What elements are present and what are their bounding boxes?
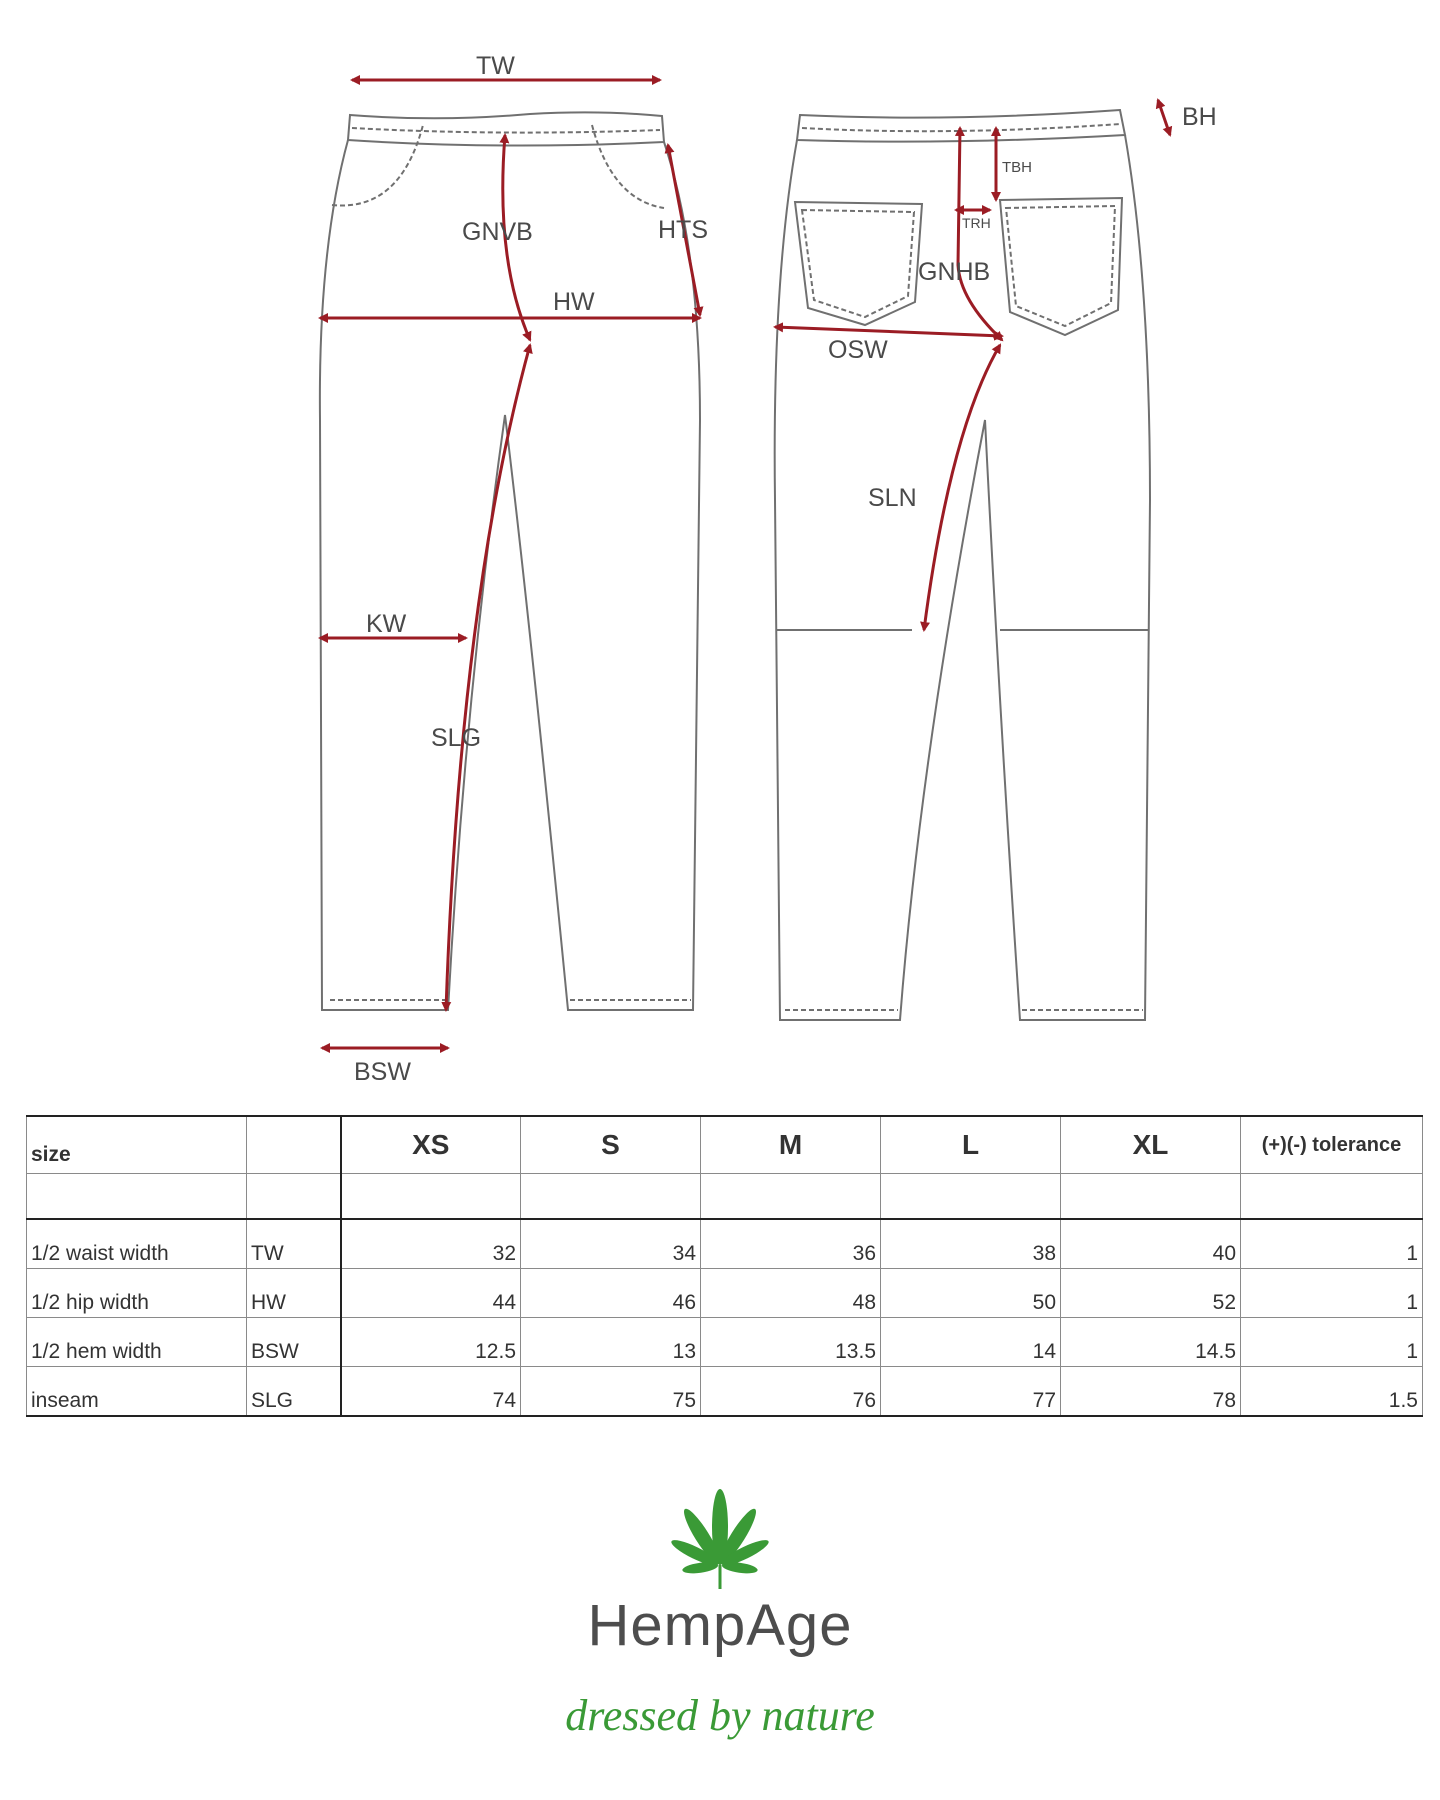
value-l: 38 xyxy=(881,1219,1061,1269)
label-bh: BH xyxy=(1182,103,1217,131)
label-trh: TRH xyxy=(962,215,991,231)
header-tolerance: (+)(-) tolerance xyxy=(1241,1116,1423,1174)
label-sln: SLN xyxy=(868,484,917,512)
table-row xyxy=(27,1367,1423,1417)
value-tolerance: 1.5 xyxy=(1241,1367,1423,1417)
table-row xyxy=(27,1219,1423,1269)
table-header-row xyxy=(27,1116,1423,1174)
value-xl: 52 xyxy=(1061,1269,1241,1318)
value-l: 14 xyxy=(881,1318,1061,1367)
value-m: 76 xyxy=(701,1367,881,1417)
header-l: L xyxy=(881,1116,1061,1174)
label-hts: HTS xyxy=(658,216,708,244)
label-gnhb: GNHB xyxy=(918,258,991,286)
label-tbh: TBH xyxy=(1002,159,1032,176)
value-tolerance: 1 xyxy=(1241,1318,1423,1367)
row-name: 1/2 hip width xyxy=(27,1269,247,1318)
value-xs: 74 xyxy=(341,1367,521,1417)
size-chart-table xyxy=(26,1115,1423,1417)
value-l: 77 xyxy=(881,1367,1061,1417)
value-m: 36 xyxy=(701,1219,881,1269)
label-bsw: BSW xyxy=(354,1058,411,1080)
label-slg: SLG xyxy=(431,724,482,752)
row-code: SLG xyxy=(247,1367,341,1417)
value-xl: 40 xyxy=(1061,1219,1241,1269)
row-name: 1/2 hem width xyxy=(27,1318,247,1367)
label-osw: OSW xyxy=(828,336,888,364)
label-kw: KW xyxy=(366,610,407,638)
value-m: 48 xyxy=(701,1269,881,1318)
value-xs: 44 xyxy=(341,1269,521,1318)
table-row xyxy=(27,1318,1423,1367)
header-m: M xyxy=(701,1116,881,1174)
row-name: 1/2 waist width xyxy=(27,1219,247,1269)
header-xs: XS xyxy=(341,1116,521,1174)
front-pants-outline xyxy=(320,112,700,1010)
hemp-leaf-icon xyxy=(665,1485,775,1595)
value-m: 13.5 xyxy=(701,1318,881,1367)
value-xs: 12.5 xyxy=(341,1318,521,1367)
row-code: BSW xyxy=(247,1318,341,1367)
value-s: 34 xyxy=(521,1219,701,1269)
value-xl: 78 xyxy=(1061,1367,1241,1417)
row-code: HW xyxy=(247,1269,341,1318)
value-s: 75 xyxy=(521,1367,701,1417)
table-row xyxy=(27,1269,1423,1318)
label-gnvb: GNVB xyxy=(462,218,533,246)
header-size: size xyxy=(27,1116,247,1174)
value-s: 46 xyxy=(521,1269,701,1318)
back-pants-outline xyxy=(775,110,1150,1020)
row-code: TW xyxy=(247,1219,341,1269)
value-xs: 32 xyxy=(341,1219,521,1269)
back-measure-arrows xyxy=(775,100,1170,630)
header-xl: XL xyxy=(1061,1116,1241,1174)
header-code xyxy=(247,1116,341,1174)
value-tolerance: 1 xyxy=(1241,1269,1423,1318)
header-s: S xyxy=(521,1116,701,1174)
brand-tagline: dressed by nature xyxy=(565,1691,875,1740)
value-l: 50 xyxy=(881,1269,1061,1318)
value-tolerance: 1 xyxy=(1241,1219,1423,1269)
value-s: 13 xyxy=(521,1318,701,1367)
value-xl: 14.5 xyxy=(1061,1318,1241,1367)
brand-name: HempAge xyxy=(587,1593,853,1658)
label-hw: HW xyxy=(553,288,595,316)
row-name: inseam xyxy=(27,1367,247,1417)
table-spacer-row xyxy=(27,1174,1423,1220)
label-tw: TW xyxy=(476,52,515,80)
